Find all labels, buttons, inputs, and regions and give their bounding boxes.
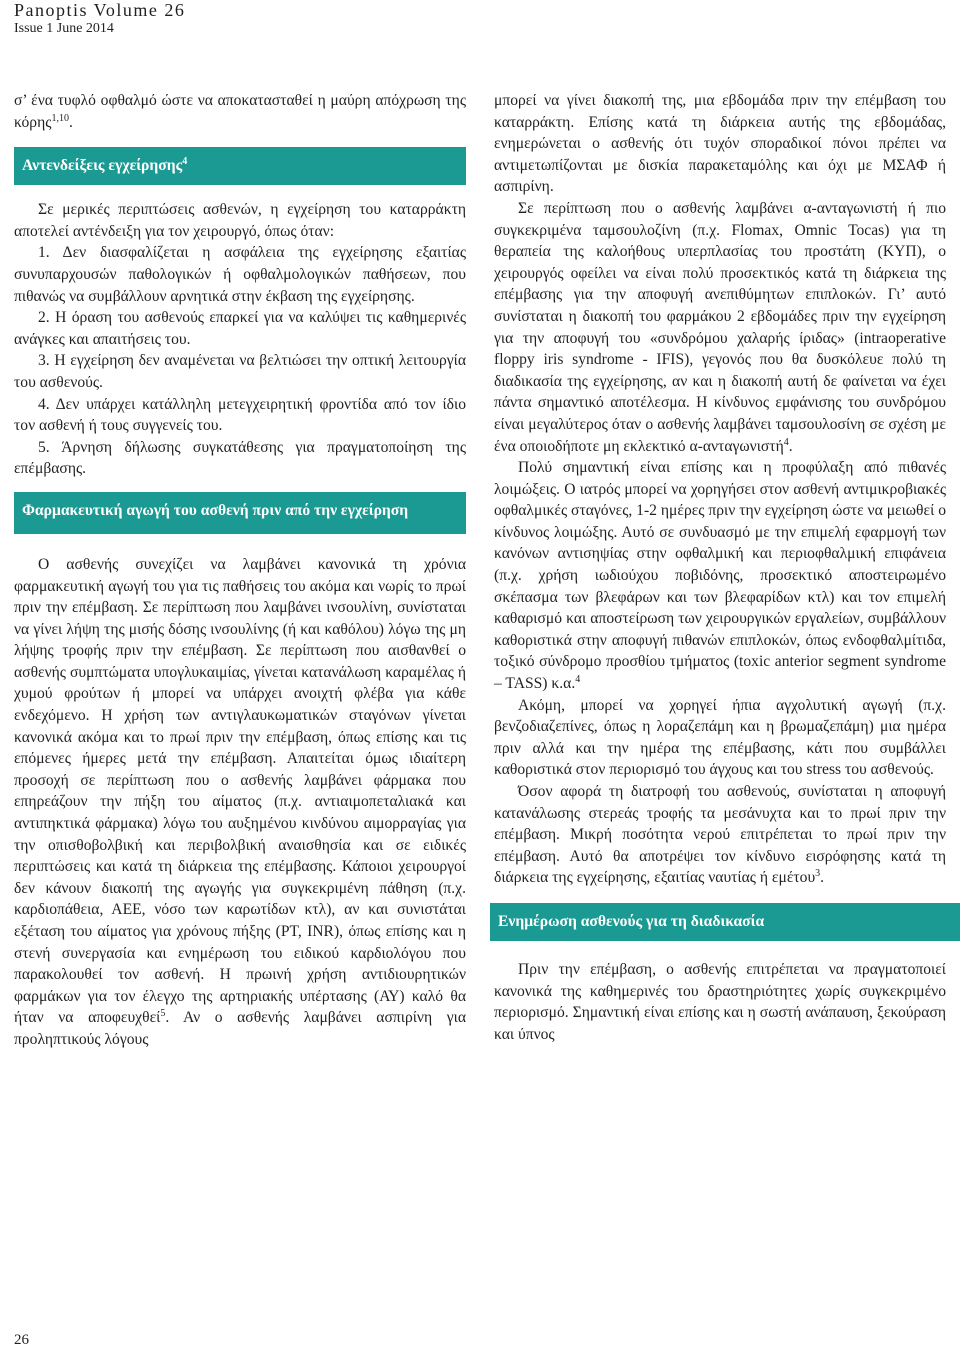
paragraph: Πριν την επέμβαση, ο ασθενής επιτρέπεται να πραγματοποιεί κανονικά της καθημερινές του δραστηριότητες χωρίς συγκεκριμένο περιορισμό. Σημαντική είναι επίσης και η σωστή ανάπαυση, ξεκούραση και ύπνος — [494, 960, 946, 1043]
paragraph: μπορεί να γίνει διακοπή της, μια εβδομάδα πριν την επέμβαση του καταρράκτη. Επίσης κατά τη διάρκεια αυτής της εβδομάδας, ενημερώνεται ο ασθενής ότι τυχόν σποραδικοί πόνοι πρέπει να αντιμετωπίζονται με δισκία παρακεταμόλης και όχι με ΜΣΑΦ ή ασπιρίνη. — [494, 92, 946, 196]
section-heading-contraindications: Αντενδείξεις εγχείρησης$^4$ — [14, 147, 466, 185]
contraindication-item: 5. Άρνηση δήλωσης συγκατάθεσης για πραγματοποίηση της επέμβασης. — [14, 438, 466, 478]
paragraph: Πολύ σημαντική είναι επίσης και η προφύλαξη από πιθανές λοιμώξεις. Ο ιατρός μπορεί να χορηγήσει στον ασθενή αντιμικροβιακές οφθαλμικές σταγόνες, 1-2 ημέρες πριν την εγχείρηση ώστε να μειωθεί ο κίνδυνος λοιμώξης. Αυτό σε συνδυασμό με την επιμελή εφαρμογή των κανόνων αντισηψίας στην οφθαλμική και περιοφθαλμική επιφάνεια (π.χ. χρήση ιωδιούχου ποβιδόνης, προσεκτικό αποστειρωμένο σκέπασμα των βλεφάρων και των βλεφαρίδων κτλ) και τον επιμελή καθαρισμό και αποστείρωση των χειρουργικών εργαλείων, συμβάλλουν καθοριστικά στην αποφυγή πιθανών επιπλοκών, όπως ενδοφθαλμίτιδα, τοξικό σύνδρομο προσθίου τμήματος (toxic anterior segment syndrome – TASS) κ.α.$^4$ — [494, 459, 946, 693]
contraindication-item: 1. Δεν διασφαλίζεται η ασφάλεια της εγχείρησης εξαιτίας συνυπαρχουσών παθολογικών ή οφθαλμολογικών παθήσεων, που πιθανώς να συμβάλλουν αρνητικά στην έκβαση της εγχείρησης. — [14, 244, 466, 305]
contraindications-intro: Σε μερικές περιπτώσεις ασθενών, η εγχείρηση του καταρράκτη αποτελεί αντένδειξη για τον χειρουργό, όπως όταν: — [14, 201, 466, 240]
contraindication-item: 2. Η όραση του ασθενούς επαρκεί για να καλύψει τις καθημερινές ανάγκες και απαιτήσεις του. — [14, 309, 466, 348]
citation: 3 — [815, 868, 821, 880]
citation: 4 — [182, 156, 188, 167]
journal-issue: Issue 1 June 2014 — [14, 20, 114, 36]
section-heading-patient-information: Ενημέρωση ασθενούς για τη διαδικασία — [490, 903, 960, 941]
intro-paragraph: σ’ ένα τυφλό οφθαλμό ώστε να αποκατασταθεί η μαύρη απόχρωση της κόρης$^{1,10}$. — [14, 92, 466, 131]
left-column — [14, 90, 466, 1051]
page-number: 26 — [14, 1332, 29, 1348]
citation: 4 — [575, 673, 581, 685]
citation: 1,10 — [51, 112, 69, 124]
contraindication-item: 4. Δεν υπάρχει κατάλληλη μετεγχειρητική φροντίδα από τον ίδιο τον ασθενή ή τους συγγενείς του. — [14, 395, 466, 435]
citation: 5 — [160, 1008, 166, 1020]
medication-paragraph: Ο ασθενής συνεχίζει να λαμβάνει κανονικά τη χρόνια φαρμακευτική αγωγή του για τις παθήσεις του ακόμα και νωρίς το πρωί πριν την επέμβαση. Σε περίπτωση που λαμβάνει ινσουλίνη, συνίσταται να γίνει λήψη της μισής δόσης ινσουλίνης (ή και καθόλου) λόγω της μη λήψης τροφής πριν την επέμβαση. Σε περίπτωση που αισθανθεί ο ασθενής συμπτώματα υπογλυκαιμίας, γίνεται κατανάλωση καραμέλας ή χυμού φρούτων ή μπορεί να υπάρχει ανοιχτή φλέβα για κάθε ενδεχόμενο. Η χρήση των αντιγλαυκωματικών σταγόνων γίνεται κανονικά ακόμα και το πρωί πριν την επέμβαση, όπως επίσης και τις επόμενες ήμερες μετά την επέμβαση. Απαιτείται όμως ιδιαίτερη προσοχή σε περίπτωση που ο ασθενής λαμβάνει φάρμακα που επηρεάζουν την πήξη του αίματος (π.χ. αντιαιμοπεταλιακά και αντιπηκτικά φάρμακα) λόγω του αυξημένου κινδύνου αιμορραγίας για την οπισθοβολβική και περιβολβική αναισθησία και σε ειδικές περιπτώσεις και κατά τη διάρκεια της επέμβασης. Κάποιοι χειρουργοί δεν κάνουν διακοπή της αγωγής για συγκεκριμένη πάθηση (π.χ. καρδιοπάθεια, ΑΕΕ, νόσο των καρωτίδων κτλ), αν και συνιστάται εξέταση του αίματος για χρόνους πήξης (PT, INR), όπως επίσης και η στενή συνεργασία και ενημέρωση του ειδικού καρδιολόγου που παρακολουθεί τον ασθενή. Η πρωινή χρήση αντιδιουρητικών φαρμάκων για τον έλεγχο της αρτηριακής υπέρτασης (ΑΥ) καλό θα ήταν να αποφευχθεί$^5$. Αν ο ασθενής λαμβάνει ασπιρίνη για προληπτικούς λόγους — [14, 555, 466, 1048]
section-heading-medication: Φαρμακευτική αγωγή του ασθενή πριν από την εγχείρηση — [14, 492, 466, 534]
paragraph: Ακόμη, μπορεί να χορηγεί ήπια αγχολυτική αγωγή (π.χ. βενζοδιαζεπίνες, όπως η λοραζεπάμη και η βρωμαζεπάμη) μια ημέρα πριν αλλά και την ημέρα της επέμβασης, κάτι που συμβάλλει καθοριστικά στον περιορισμό του άγχους και του stress του ασθενούς. — [494, 696, 946, 779]
right-column — [494, 90, 946, 1045]
journal-name: Panoptis Volume 26 — [14, 0, 186, 20]
journal-header — [14, 0, 185, 37]
paragraph: Όσον αφορά τη διατροφή του ασθενούς, συνίσταται η αποφυγή κατανάλωσης στερεάς τροφής τα μεσάνυχτα και το πρωί πριν την επέμβαση. Μικρή ποσότητα νερού επιτρέπεται το πρωί πριν την επέμβαση. Αυτό θα αποτρέψει τον κίνδυνο εισρόφησης κατά τη διάρκεια της εγχείρησης, εξαιτίας ναυτίας ή εμέτου$^3$. — [494, 783, 946, 887]
contraindication-item: 3. Η εγχείρηση δεν αναμένεται να βελτιώσει την οπτική λειτουργία του ασθενούς. — [14, 352, 466, 391]
citation: 4 — [783, 436, 789, 448]
paragraph: Σε περίπτωση που ο ασθενής λαμβάνει α-ανταγωνιστή ή πιο συγκεκριμένα ταμσουλοζίνη (π.χ. Flomax, Omnic Tocas) για τη θεραπεία της καλοήθους υπερπλασίας του προστάτη (ΚΥΠ), ο χειρουργός οφείλει να είναι πολύ προσεκτικός κατά τη διάρκεια της επέμβασης για την αποφυγή ανεπιθύμητων επιπλοκών. Γι’ αυτό συνίσταται η διακοπή του φαρμάκου 2 εβδομάδες πριν την εγχείρηση για την αποφυγή του «συνδρόμου χαλαρής ίριδας» (intraoperative floppy iris syndrome - IFIS), γεγονός που θα δυσκόλευε πολύ τη διαδικασία της εγχείρησης, αν και η διακοπή αυτή δε φαίνεται να έχει πάντα σημαντικό αποτέλεσμα. Η κίνδυνος εμφάνισης του συνδρόμου είναι μεγαλύτερος όταν ο ασθενής λαμβάνει ταμσουλοσίνη σε σχέση με ένα οποιοδήποτε μη εκλεκτικό α-ανταγωνιστή$^4$. — [494, 199, 946, 455]
